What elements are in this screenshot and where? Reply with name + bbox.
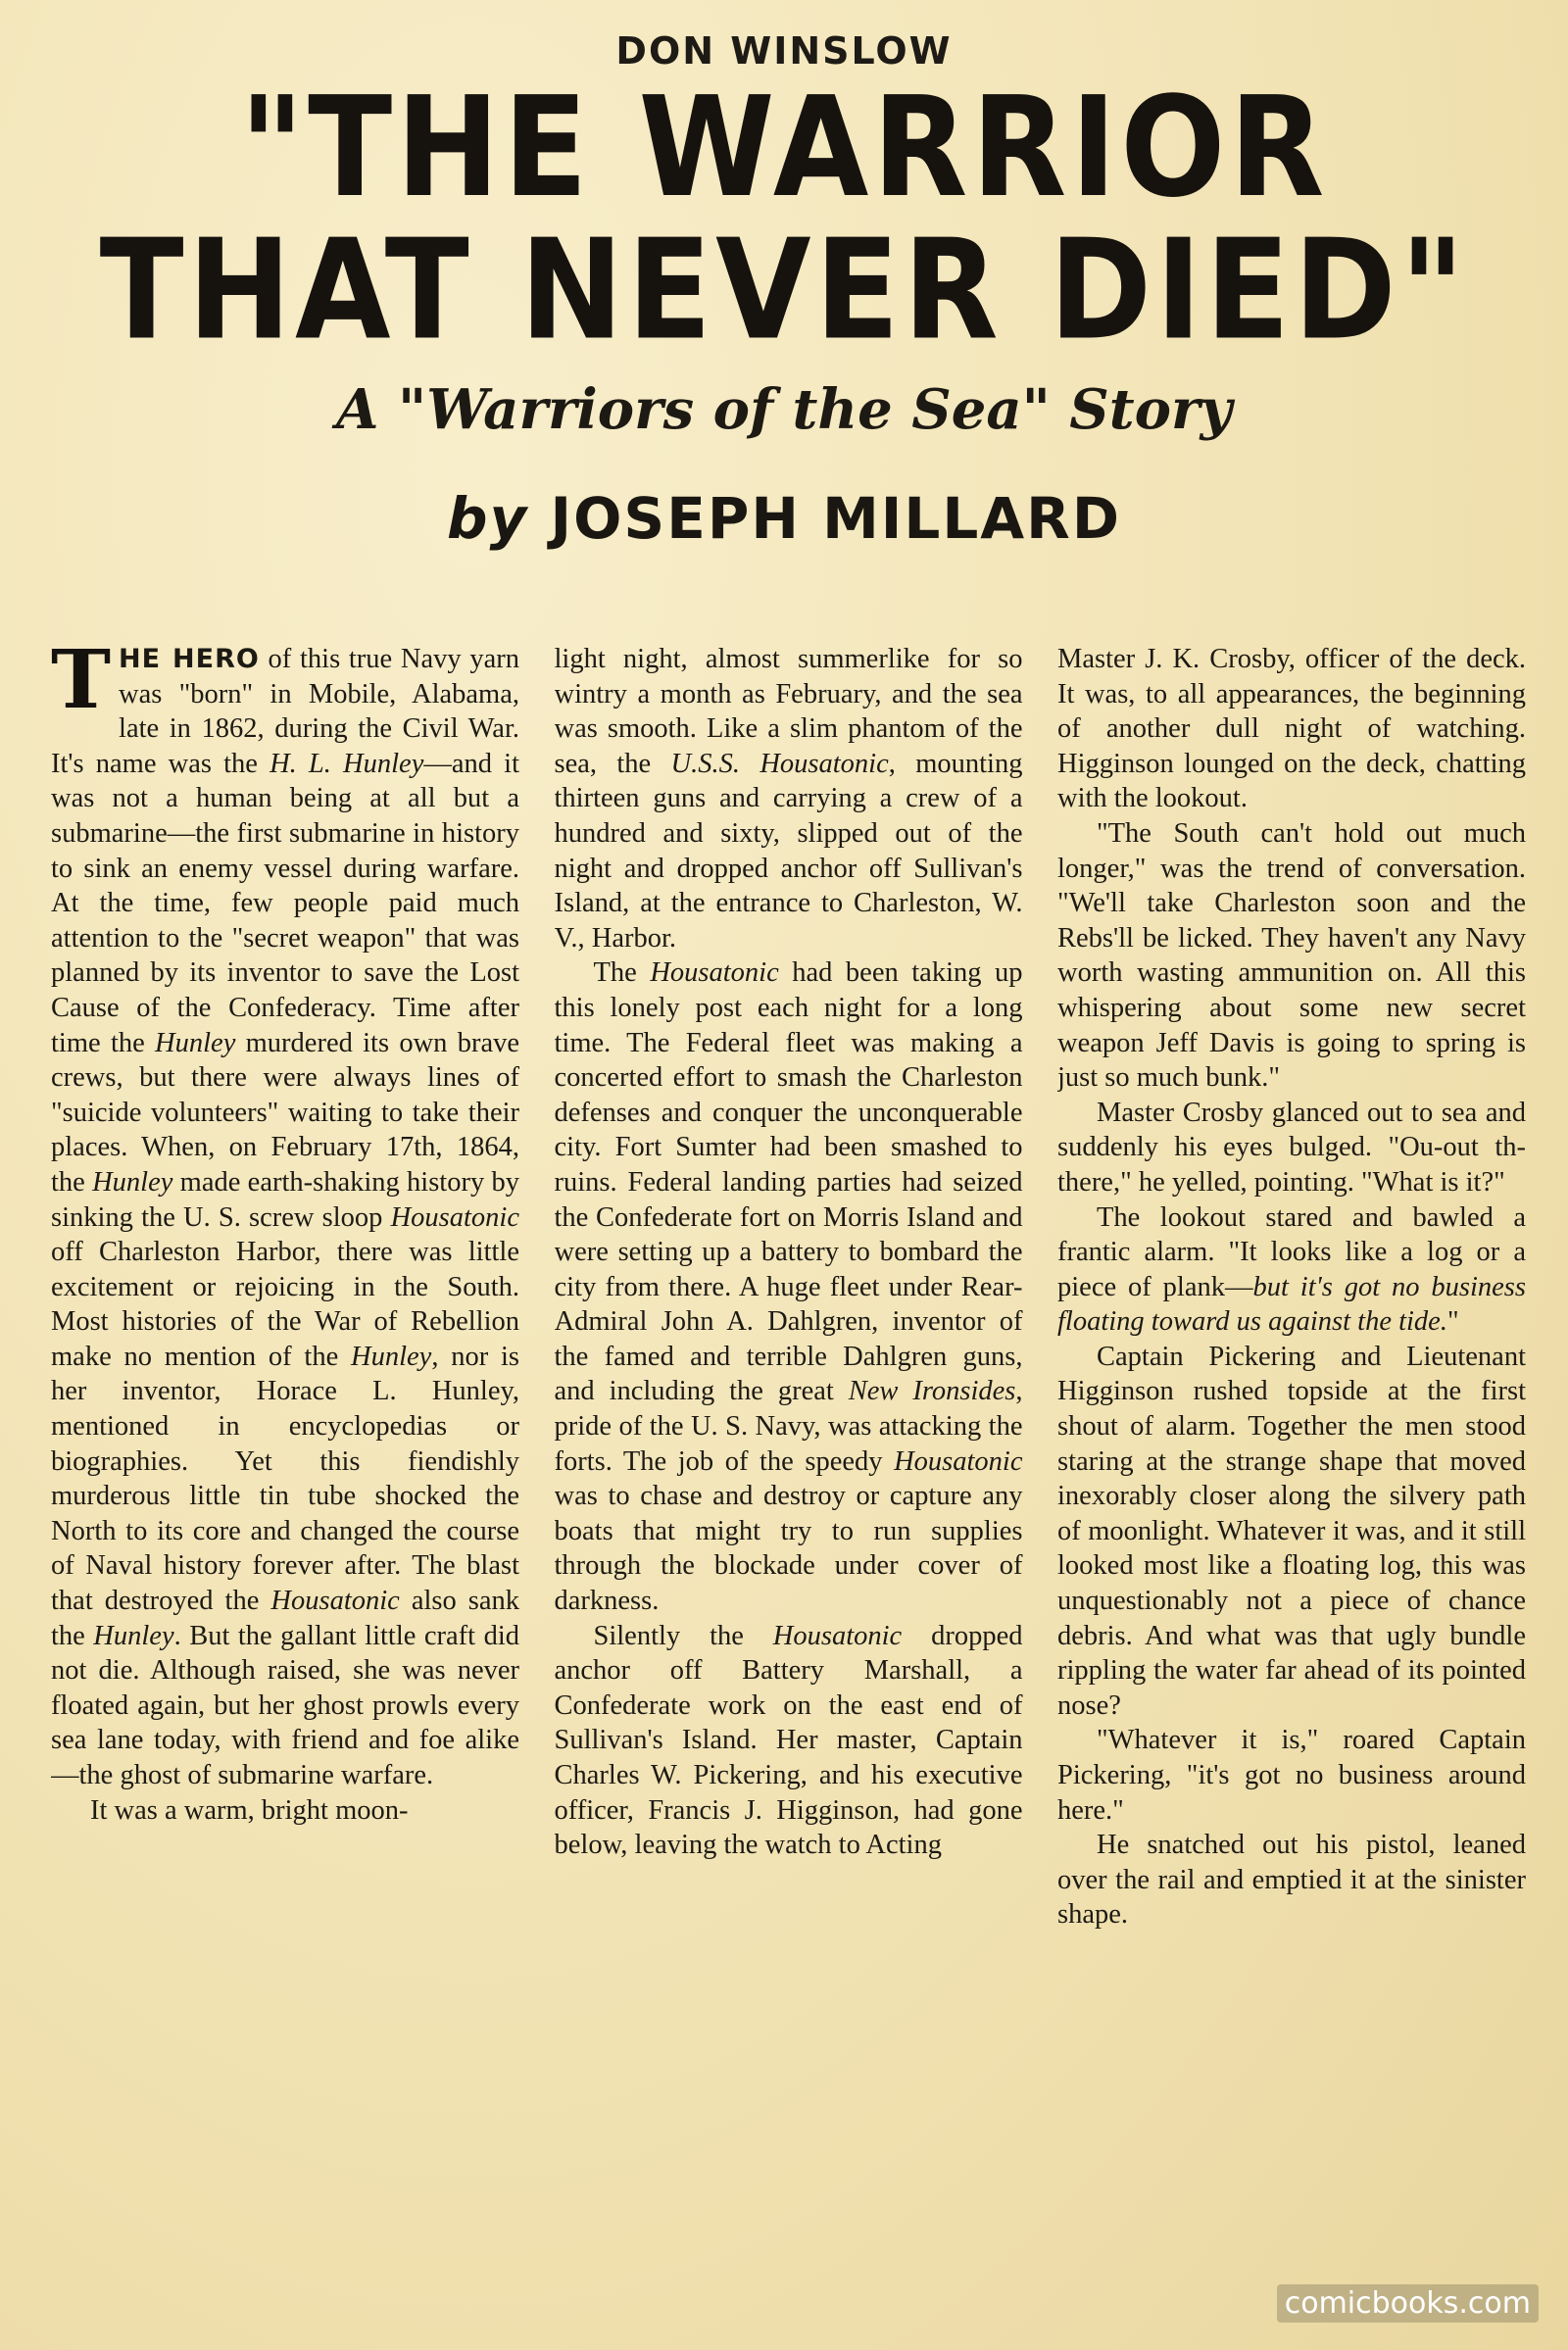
- ship-name: H. L. Hunley: [270, 748, 424, 779]
- column-3: [1057, 642, 1526, 2269]
- paragraph: "Whatever it is," roared Captain Pickering, "it's got no business around here.": [1057, 1725, 1526, 1826]
- text-run: The lookout stared and bawled a frantic alarm. "It looks like a log or a piece of plank—: [1057, 1201, 1526, 1302]
- ship-name: Hunley: [351, 1341, 432, 1372]
- series-kicker: DON WINSLOW: [615, 29, 953, 73]
- paragraph: [555, 642, 1023, 955]
- byline: [0, 485, 1568, 552]
- text-columns: [51, 642, 1526, 2269]
- title-line-1: "THE WARRIOR: [239, 66, 1329, 228]
- paragraph: Master Crosby glanced out to sea and suddenly his eyes bulged. "Ou-out th-there," he yelled, pointing. "What is it?": [1057, 1097, 1526, 1198]
- ship-name: Housatonic: [650, 957, 779, 989]
- ship-name: Housatonic: [390, 1201, 519, 1233]
- paragraph: It was a warm, bright moon-: [90, 1794, 409, 1826]
- text-run: light night, almost summerlike for so wintry a month as February, and the sea was smooth. Like a slim phantom of the sea, the: [554, 644, 1023, 779]
- text-run: . But the gallant little craft did not die. Although raised, she was never floated again, but her ghost prowls every sea lane today, with friend and foe alike—the ghost of submarine warfare.: [51, 1620, 519, 1790]
- ship-name: U.S.S. Housatonic: [670, 748, 889, 779]
- paragraph: Master J. K. Crosby, officer of the deck. It was, to all appearances, the beginning of another dull night of watching. Higginson lounged on the deck, chatting with the lookout.: [1057, 644, 1526, 814]
- ship-name: Housatonic: [772, 1620, 903, 1651]
- column-2: [555, 642, 1023, 2269]
- lead-in: HE HERO: [119, 644, 260, 674]
- ship-name: New Ironsides: [848, 1376, 1016, 1407]
- drop-cap: T: [51, 642, 112, 727]
- text-run: was to chase and destroy or capture any boats that might try to run supplies through the blockade under cover of darkness.: [554, 1481, 1023, 1617]
- text-run: made earth-shaking history by sinking the U. S. screw sloop: [51, 1166, 519, 1233]
- text-run: Silently the: [593, 1620, 773, 1651]
- site-watermark: comicbooks.com: [1277, 2284, 1539, 2323]
- byline-by: by: [447, 485, 529, 552]
- ship-name: Housatonic: [270, 1586, 400, 1617]
- ship-name: Hunley: [93, 1620, 174, 1651]
- story-subtitle: A "Warriors of the Sea" Story: [336, 377, 1232, 442]
- text-run: , mounting thirteen guns and carrying a crew of a hundred and sixty, slipped out of the night and dropped anchor off Sullivan's Island, at the entrance to Charleston, W. V., Harbor.: [554, 748, 1023, 954]
- text-run: The: [593, 957, 651, 989]
- story-title: [0, 66, 1568, 371]
- text-run: of this true Navy yarn was "born" in Mobile, Alabama, late in 1862, during the Civil War. It's name was the: [51, 644, 519, 779]
- title-line-2: THAT NEVER DIED": [99, 209, 1469, 371]
- text-run: —and it was not a human being at all but a submarine—the first submarine in history to sink an enemy vessel during warfare. At the time, few people paid much attention to the "secret weapon" that was planned by its inventor to save the Lost Cause of the Confederacy. Time after time the: [51, 748, 519, 1058]
- paragraph: He snatched out his pistol, leaned over the rail and emptied it at the sinister shape.: [1057, 1830, 1526, 1931]
- text-run: off Charleston Harbor, there was little excitement or rejoicing in the South. Most histories of the War of Rebellion make no mention of the: [51, 1237, 519, 1372]
- paragraph: [51, 642, 519, 1793]
- text-run: ": [1446, 1306, 1459, 1338]
- byline-author: JOSEPH MILLARD: [550, 485, 1121, 552]
- text-run: , pride of the U. S. Navy, was attacking the forts. The job of the speedy: [554, 1376, 1023, 1477]
- ship-name: Housatonic: [894, 1445, 1023, 1477]
- text-run: had been taking up this lonely post each night for a long time. The Federal fleet was making a concerted effort to smash the Charleston defenses and conquer the unconquerable city. Fort Sumter had been smashed to ruins. Federal landing parties had seized the Confederate fort on Morris Island and were setting up a battery to bombard the city from there. A huge fleet under Rear-Admiral John A. Dahlgren, inventor of the famed and terrible Dahlgren guns, and including the great: [554, 957, 1023, 1407]
- paragraph: [555, 1619, 1023, 1863]
- text-run: , nor is her inventor, Horace L. Hunley, mentioned in encyclopedias or biographies. Yet this fiendishly murderous little tin tube shocked the North to its core and changed the course of Naval history forever after. The blast that destroyed the: [51, 1341, 519, 1617]
- text-run: murdered its own brave crews, but there were always lines of "suicide volunteers" waiting to take their places. When, on February 17th, 1864, the: [51, 1027, 519, 1198]
- paragraph: Captain Pickering and Lieutenant Higginson rushed topside at the first shout of alarm. Together the men stood staring at the strange shape that moved inexorably closer along the silvery path of moonlight. Whatever it was, and it still looked most like a floating log, this was unquestionably not a piece of chance debris. And what was that ugly bundle rippling the water far ahead of its pointed nose?: [1057, 1341, 1526, 1721]
- italic-quote: but it's got no business floating toward us against the tide.: [1057, 1271, 1526, 1338]
- column-1: [51, 642, 519, 2269]
- paragraph: "The South can't hold out much longer," was the trend of conversation. "We'll take Charleston soon and the Rebs'll be licked. They haven't any Navy worth wasting ammunition on. All this whispering about some new secret weapon Jeff Davis is going to spring is just so much bunk.": [1057, 817, 1526, 1094]
- ship-name: Hunley: [92, 1166, 173, 1198]
- text-run: dropped anchor off Battery Marshall, a Confederate work on the east end of Sullivan's Island. Her master, Captain Charles W. Pickering, and his executive officer, Francis J. Higginson, had gone below, leaving the watch to Acting: [554, 1620, 1023, 1861]
- paragraph: [1057, 1200, 1526, 1340]
- ship-name: Hunley: [155, 1027, 236, 1058]
- paragraph: [555, 955, 1023, 1618]
- text-run: also sank the: [51, 1586, 519, 1651]
